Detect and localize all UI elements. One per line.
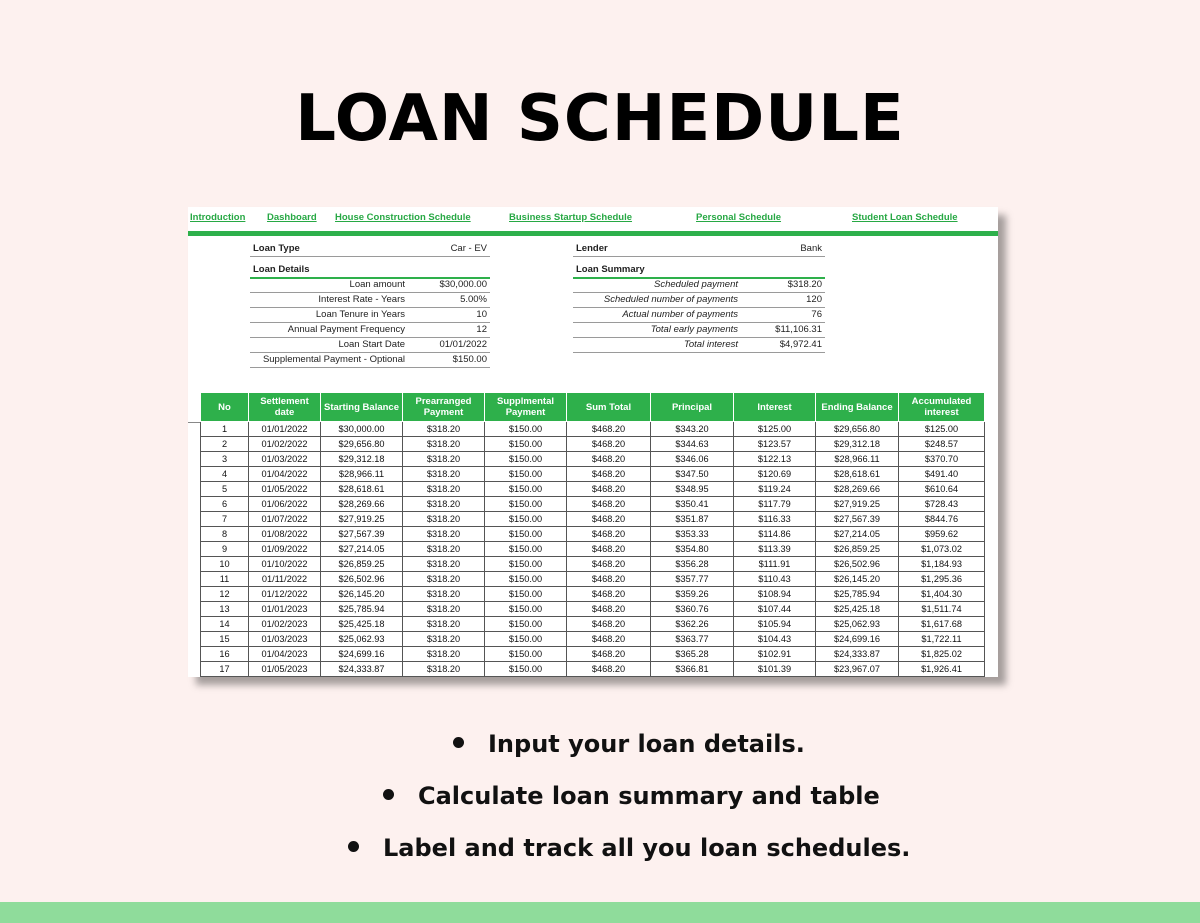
loan-summary-label: Loan Summary — [576, 264, 645, 275]
table-cell[interactable]: 01/04/2022 — [249, 467, 321, 482]
nav-link-introduction[interactable]: Introduction — [190, 212, 246, 223]
table-cell[interactable]: $353.33 — [651, 527, 734, 542]
table-cell[interactable]: $468.20 — [567, 482, 651, 497]
table-cell[interactable]: 3 — [201, 452, 249, 467]
table-cell[interactable]: $25,062.93 — [816, 617, 899, 632]
column-header[interactable]: Ending Balance — [816, 393, 899, 422]
table-cell[interactable]: $318.20 — [403, 437, 485, 452]
table-cell[interactable]: 8 — [201, 527, 249, 542]
table-cell[interactable]: 5 — [201, 482, 249, 497]
table-cell[interactable]: $25,785.94 — [816, 587, 899, 602]
table-cell[interactable]: $318.20 — [403, 662, 485, 677]
table-cell[interactable]: 01/08/2022 — [249, 527, 321, 542]
table-cell[interactable]: 12 — [201, 587, 249, 602]
table-cell[interactable]: $318.20 — [403, 512, 485, 527]
table-cell[interactable]: $150.00 — [485, 467, 567, 482]
table-row — [201, 542, 985, 557]
table-cell[interactable]: $28,618.61 — [321, 482, 403, 497]
table-cell[interactable]: $318.20 — [403, 527, 485, 542]
table-cell[interactable]: $1,926.41 — [899, 662, 985, 677]
table-cell[interactable]: $26,859.25 — [321, 557, 403, 572]
table-cell[interactable]: $26,502.96 — [816, 557, 899, 572]
table-cell[interactable]: 14 — [201, 617, 249, 632]
table-cell[interactable]: $728.43 — [899, 497, 985, 512]
table-cell[interactable]: $359.26 — [651, 587, 734, 602]
table-cell[interactable]: $26,859.25 — [816, 542, 899, 557]
table-cell[interactable]: $344.63 — [651, 437, 734, 452]
table-row — [201, 452, 985, 467]
table-cell[interactable]: $24,333.87 — [321, 662, 403, 677]
feature-text: Calculate loan summary and table — [418, 782, 880, 810]
table-cell[interactable]: 01/01/2022 — [249, 422, 321, 437]
table-cell[interactable]: $468.20 — [567, 422, 651, 437]
table-cell[interactable]: $844.76 — [899, 512, 985, 527]
column-header[interactable]: Starting Balance — [321, 393, 403, 422]
loan-detail-row — [250, 277, 490, 293]
summary-label: Actual number of payments — [622, 309, 738, 320]
table-cell[interactable]: $113.39 — [734, 542, 816, 557]
table-row — [201, 512, 985, 527]
page-title: LOAN SCHEDULE — [295, 82, 905, 156]
footer-bar — [0, 902, 1200, 923]
table-cell[interactable]: $318.20 — [403, 557, 485, 572]
nav-divider — [188, 231, 998, 236]
table-cell[interactable]: $365.28 — [651, 647, 734, 662]
table-cell[interactable]: 13 — [201, 602, 249, 617]
table-cell[interactable]: $150.00 — [485, 437, 567, 452]
table-row — [201, 632, 985, 647]
loan-detail-row — [250, 322, 490, 338]
table-cell[interactable]: $105.94 — [734, 617, 816, 632]
table-cell[interactable]: 01/12/2022 — [249, 587, 321, 602]
table-cell[interactable]: $1,511.74 — [899, 602, 985, 617]
row-guide-line — [188, 422, 200, 423]
summary-row — [573, 307, 825, 323]
table-cell[interactable]: 7 — [201, 512, 249, 527]
loan-details-label: Loan Details — [253, 264, 310, 275]
table-cell[interactable]: $28,966.11 — [816, 452, 899, 467]
summary-row — [573, 292, 825, 308]
table-cell[interactable]: $24,699.16 — [321, 647, 403, 662]
column-header[interactable]: Sum Total — [567, 393, 651, 422]
table-cell[interactable]: $150.00 — [485, 632, 567, 647]
bullet-dot-icon — [348, 841, 359, 852]
table-cell[interactable]: $116.33 — [734, 512, 816, 527]
column-header[interactable]: Settlement date — [249, 393, 321, 422]
table-cell[interactable]: $125.00 — [734, 422, 816, 437]
spreadsheet-preview — [188, 207, 998, 677]
table-cell[interactable]: $351.87 — [651, 512, 734, 527]
table-cell[interactable]: $27,214.05 — [816, 527, 899, 542]
table-cell[interactable]: $347.50 — [651, 467, 734, 482]
loan-detail-label: Loan amount — [349, 279, 405, 290]
table-cell[interactable]: 15 — [201, 632, 249, 647]
table-cell[interactable]: $318.20 — [403, 602, 485, 617]
table-cell[interactable]: $25,425.18 — [321, 617, 403, 632]
loan-start-date-value[interactable]: 01/01/2022 — [439, 339, 487, 350]
table-cell[interactable]: $491.40 — [899, 467, 985, 482]
table-cell[interactable]: $150.00 — [485, 452, 567, 467]
table-cell[interactable]: $28,269.66 — [816, 482, 899, 497]
table-cell[interactable]: $26,502.96 — [321, 572, 403, 587]
table-cell[interactable]: $959.62 — [899, 527, 985, 542]
table-cell[interactable]: $363.77 — [651, 632, 734, 647]
table-row — [201, 557, 985, 572]
table-cell[interactable]: 01/04/2023 — [249, 647, 321, 662]
table-cell[interactable]: $28,618.61 — [816, 467, 899, 482]
table-cell[interactable]: $1,404.30 — [899, 587, 985, 602]
table-cell[interactable]: $468.20 — [567, 557, 651, 572]
table-cell[interactable]: $248.57 — [899, 437, 985, 452]
table-cell[interactable]: 01/09/2022 — [249, 542, 321, 557]
table-cell[interactable]: $318.20 — [403, 467, 485, 482]
table-cell[interactable]: $125.00 — [899, 422, 985, 437]
table-cell[interactable]: $25,785.94 — [321, 602, 403, 617]
table-row — [201, 497, 985, 512]
table-cell[interactable]: $150.00 — [485, 542, 567, 557]
feature-item — [383, 782, 880, 810]
loan-tenure-value[interactable]: 10 — [476, 309, 487, 320]
sheet-nav — [188, 207, 998, 231]
loan-detail-label: Supplemental Payment - Optional — [262, 354, 405, 365]
summary-label: Total early payments — [650, 324, 738, 335]
column-header[interactable]: Accumulated interest — [899, 393, 985, 422]
table-row — [201, 647, 985, 662]
table-cell[interactable]: $468.20 — [567, 617, 651, 632]
table-cell[interactable]: $150.00 — [485, 647, 567, 662]
summary-label: Total interest — [683, 339, 738, 350]
table-cell[interactable]: $150.00 — [485, 512, 567, 527]
table-row — [201, 437, 985, 452]
table-cell[interactable]: $29,312.18 — [321, 452, 403, 467]
table-cell[interactable]: $1,722.11 — [899, 632, 985, 647]
table-cell[interactable]: $468.20 — [567, 467, 651, 482]
table-cell[interactable]: $27,919.25 — [816, 497, 899, 512]
column-header[interactable]: Interest — [734, 393, 816, 422]
loan-amount-value[interactable]: $30,000.00 — [439, 279, 487, 290]
loan-detail-row — [250, 352, 490, 368]
loan-detail-label: Loan Start Date — [338, 339, 405, 350]
table-row — [201, 617, 985, 632]
table-row — [201, 527, 985, 542]
supplemental-payment-value[interactable]: $150.00 — [452, 354, 487, 365]
table-cell[interactable]: $350.41 — [651, 497, 734, 512]
table-cell[interactable]: $27,567.39 — [816, 512, 899, 527]
table-cell[interactable]: $24,699.16 — [816, 632, 899, 647]
table-cell[interactable]: 17 — [201, 662, 249, 677]
table-cell[interactable]: $468.20 — [567, 512, 651, 527]
nav-link-dashboard[interactable]: Dashboard — [267, 212, 317, 223]
table-cell[interactable]: $25,062.93 — [321, 632, 403, 647]
table-cell[interactable]: $101.39 — [734, 662, 816, 677]
table-cell[interactable]: $117.79 — [734, 497, 816, 512]
table-cell[interactable]: $468.20 — [567, 542, 651, 557]
table-cell[interactable]: 16 — [201, 647, 249, 662]
column-header[interactable]: Supplmental Payment — [485, 393, 567, 422]
table-cell[interactable]: $348.95 — [651, 482, 734, 497]
summary-row — [573, 277, 825, 293]
loan-detail-label: Interest Rate - Years — [318, 294, 405, 305]
loan-detail-label: Annual Payment Frequency — [287, 324, 405, 335]
table-cell[interactable]: 2 — [201, 437, 249, 452]
table-cell[interactable]: 11 — [201, 572, 249, 587]
column-header[interactable]: No — [201, 393, 249, 422]
table-cell[interactable]: $1,073.02 — [899, 542, 985, 557]
loan-type-value[interactable]: Car - EV — [450, 243, 487, 254]
table-cell[interactable]: 01/03/2023 — [249, 632, 321, 647]
summary-label: Scheduled payment — [654, 279, 738, 290]
table-cell[interactable]: $114.86 — [734, 527, 816, 542]
table-cell[interactable]: $318.20 — [403, 452, 485, 467]
table-cell[interactable]: $150.00 — [485, 662, 567, 677]
loan-type-row — [250, 241, 490, 257]
payment-frequency-value[interactable]: 12 — [476, 324, 487, 335]
table-cell[interactable]: $468.20 — [567, 497, 651, 512]
table-cell[interactable]: 9 — [201, 542, 249, 557]
table-cell[interactable]: $150.00 — [485, 482, 567, 497]
loan-detail-label: Loan Tenure in Years — [315, 309, 405, 320]
column-header[interactable]: Prearranged Payment — [403, 393, 485, 422]
table-cell[interactable]: $25,425.18 — [816, 602, 899, 617]
table-cell[interactable]: $26,145.20 — [816, 572, 899, 587]
table-cell[interactable]: $104.43 — [734, 632, 816, 647]
table-cell[interactable]: $468.20 — [567, 602, 651, 617]
table-cell[interactable]: $111.91 — [734, 557, 816, 572]
table-cell[interactable]: $150.00 — [485, 422, 567, 437]
feature-text: Input your loan details. — [488, 730, 805, 758]
feature-item — [348, 834, 910, 862]
table-cell[interactable]: $1,617.68 — [899, 617, 985, 632]
loan-detail-row — [250, 337, 490, 353]
lender-label: Lender — [576, 243, 608, 254]
table-cell[interactable]: $346.06 — [651, 452, 734, 467]
table-cell[interactable]: $318.20 — [403, 422, 485, 437]
table-row — [201, 662, 985, 677]
table-cell[interactable]: $318.20 — [403, 542, 485, 557]
table-cell[interactable]: 01/02/2023 — [249, 617, 321, 632]
table-cell[interactable]: 10 — [201, 557, 249, 572]
table-cell[interactable]: $1,184.93 — [899, 557, 985, 572]
total-interest-value: $4,972.41 — [779, 339, 822, 350]
table-cell[interactable]: $108.94 — [734, 587, 816, 602]
table-row — [201, 467, 985, 482]
table-cell[interactable]: $150.00 — [485, 617, 567, 632]
table-cell[interactable]: $27,214.05 — [321, 542, 403, 557]
table-cell[interactable]: $468.20 — [567, 632, 651, 647]
table-cell[interactable]: $610.64 — [899, 482, 985, 497]
lender-value[interactable]: Bank — [800, 243, 822, 254]
nav-link-personal[interactable]: Personal Schedule — [696, 212, 782, 223]
table-cell[interactable]: $150.00 — [485, 602, 567, 617]
table-cell[interactable]: $23,967.07 — [816, 662, 899, 677]
table-cell[interactable]: $150.00 — [485, 527, 567, 542]
interest-rate-value[interactable]: 5.00% — [460, 294, 487, 305]
table-row — [201, 482, 985, 497]
table-cell[interactable]: $24,333.87 — [816, 647, 899, 662]
table-cell[interactable]: 01/02/2022 — [249, 437, 321, 452]
table-cell[interactable]: $29,312.18 — [816, 437, 899, 452]
table-cell[interactable]: $468.20 — [567, 452, 651, 467]
scheduled-payment-value: $318.20 — [787, 279, 822, 290]
table-cell[interactable]: $354.80 — [651, 542, 734, 557]
table-cell[interactable]: $1,825.02 — [899, 647, 985, 662]
table-cell[interactable]: $343.20 — [651, 422, 734, 437]
lender-row — [573, 241, 825, 257]
table-cell[interactable]: $362.26 — [651, 617, 734, 632]
summary-label: Scheduled number of payments — [603, 294, 738, 305]
table-row — [201, 422, 985, 437]
bullet-dot-icon — [453, 737, 464, 748]
table-cell[interactable]: $370.70 — [899, 452, 985, 467]
table-cell[interactable]: 01/01/2023 — [249, 602, 321, 617]
table-cell[interactable]: $468.20 — [567, 662, 651, 677]
table-cell[interactable]: 01/07/2022 — [249, 512, 321, 527]
table-row — [201, 602, 985, 617]
table-row — [201, 587, 985, 602]
table-cell[interactable]: $318.20 — [403, 587, 485, 602]
feature-text: Label and track all you loan schedules. — [383, 834, 911, 862]
table-row — [201, 572, 985, 587]
table-cell[interactable]: $357.77 — [651, 572, 734, 587]
table-cell[interactable]: $150.00 — [485, 557, 567, 572]
table-cell[interactable]: $27,567.39 — [321, 527, 403, 542]
loan-type-label: Loan Type — [253, 243, 300, 254]
table-cell[interactable]: $26,145.20 — [321, 587, 403, 602]
table-cell[interactable]: $318.20 — [403, 632, 485, 647]
table-cell[interactable]: $150.00 — [485, 587, 567, 602]
table-cell[interactable]: 01/06/2022 — [249, 497, 321, 512]
table-cell[interactable]: $150.00 — [485, 497, 567, 512]
table-cell[interactable]: $360.76 — [651, 602, 734, 617]
table-cell[interactable]: $29,656.80 — [321, 437, 403, 452]
table-cell[interactable]: $120.69 — [734, 467, 816, 482]
table-cell[interactable]: 6 — [201, 497, 249, 512]
table-cell[interactable]: $150.00 — [485, 572, 567, 587]
table-cell[interactable]: $122.13 — [734, 452, 816, 467]
table-cell[interactable]: $123.57 — [734, 437, 816, 452]
table-cell[interactable]: 01/05/2023 — [249, 662, 321, 677]
loan-detail-row — [250, 292, 490, 308]
table-cell[interactable]: 4 — [201, 467, 249, 482]
table-cell[interactable]: $468.20 — [567, 437, 651, 452]
nav-link-house-construction[interactable]: House Construction Schedule — [335, 212, 471, 223]
table-cell[interactable]: $28,269.66 — [321, 497, 403, 512]
table-cell[interactable]: $468.20 — [567, 587, 651, 602]
table-cell[interactable]: 01/05/2022 — [249, 482, 321, 497]
table-cell[interactable]: $318.20 — [403, 482, 485, 497]
table-header-row — [201, 393, 985, 422]
table-cell[interactable]: $318.20 — [403, 617, 485, 632]
table-cell[interactable]: $318.20 — [403, 497, 485, 512]
table-cell[interactable]: $107.44 — [734, 602, 816, 617]
table-cell[interactable]: $27,919.25 — [321, 512, 403, 527]
table-cell[interactable]: $468.20 — [567, 647, 651, 662]
nav-link-student-loan[interactable]: Student Loan Schedule — [852, 212, 958, 223]
table-cell[interactable]: 01/10/2022 — [249, 557, 321, 572]
table-cell[interactable]: $318.20 — [403, 647, 485, 662]
table-cell[interactable]: $29,656.80 — [816, 422, 899, 437]
bullet-dot-icon — [383, 789, 394, 800]
actual-payments-count: 76 — [811, 309, 822, 320]
scheduled-payments-count: 120 — [806, 294, 822, 305]
loan-detail-row — [250, 307, 490, 323]
feature-item — [453, 730, 805, 758]
table-cell[interactable]: 1 — [201, 422, 249, 437]
table-cell[interactable]: $28,966.11 — [321, 467, 403, 482]
summary-row — [573, 337, 825, 353]
table-cell[interactable]: $30,000.00 — [321, 422, 403, 437]
table-cell[interactable]: $110.43 — [734, 572, 816, 587]
table-cell[interactable]: $102.91 — [734, 647, 816, 662]
table-cell[interactable]: $318.20 — [403, 572, 485, 587]
table-cell[interactable]: $119.24 — [734, 482, 816, 497]
nav-link-business-startup[interactable]: Business Startup Schedule — [509, 212, 633, 223]
table-cell[interactable]: $356.28 — [651, 557, 734, 572]
table-cell[interactable]: $366.81 — [651, 662, 734, 677]
total-early-payments-value: $11,106.31 — [775, 324, 822, 335]
summary-row — [573, 322, 825, 338]
column-header[interactable]: Principal — [651, 393, 734, 422]
table-cell[interactable]: 01/03/2022 — [249, 452, 321, 467]
table-cell[interactable]: 01/11/2022 — [249, 572, 321, 587]
table-cell[interactable]: $468.20 — [567, 527, 651, 542]
table-cell[interactable]: $1,295.36 — [899, 572, 985, 587]
schedule-table — [200, 392, 985, 677]
table-cell[interactable]: $468.20 — [567, 572, 651, 587]
